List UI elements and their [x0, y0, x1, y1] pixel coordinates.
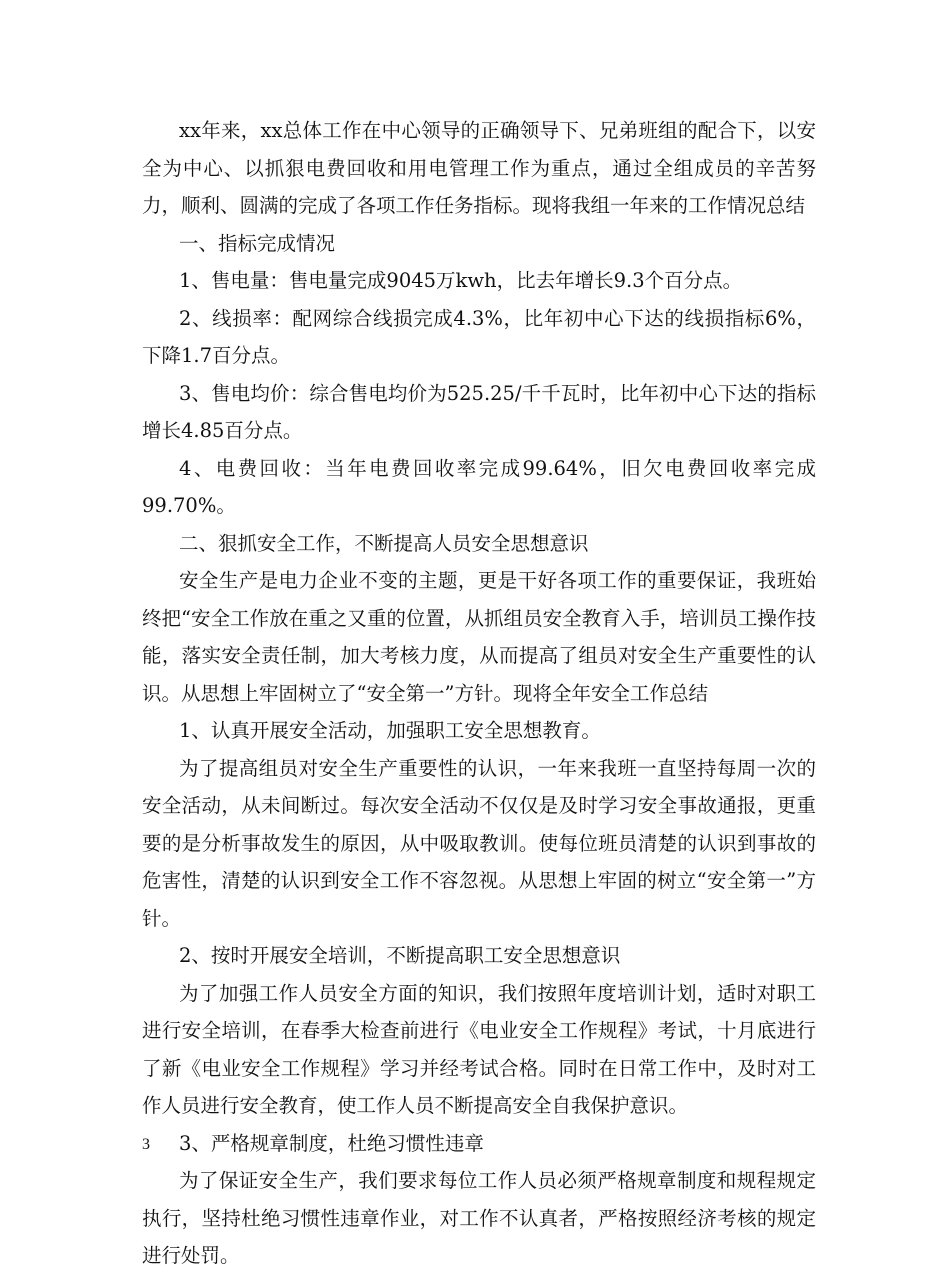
subheading-strict-rules: 3、严格规章制度，杜绝习惯性违章: [179, 1131, 484, 1155]
subheading-safety-activities: 1、认真开展安全活动，加强职工安全思想教育。: [179, 719, 601, 742]
indicator-line-loss: 2、线损率：配网综合线损完成4.3%，比年初中心下达的线损指标6%，下降1.7百分点。: [142, 306, 816, 367]
indicator-average-price: 3、售电均价：综合售电均价为525.25/千千瓦时，比年初中心下达的指标增长4.85百分点。: [142, 381, 816, 442]
subheading-safety-training: 2、按时开展安全培训，不断提高职工安全思想意识: [179, 944, 621, 967]
intro-paragraph: xx年来，xx总体工作在中心领导的正确领导下、兄弟班组的配合下，以安全为中心、以抓狠电费回收和用电管理工作为重点，通过全组成员的辛苦努力，顺利、圆满的完成了各项工作任务指标。现将我组一年来的工作情况总结: [142, 119, 816, 217]
strict-rules-paragraph: 为了保证安全生产，我们要求每位工作人员必须严格规章制度和规程规定执行，坚持杜绝习惯性违章作业，对工作不认真者，严格按照经济考核的规定进行处罚。: [142, 1169, 816, 1267]
safety-activities-paragraph: 为了提高组员对安全生产重要性的认识，一年来我班一直坚持每周一次的安全活动，从未间断过。每次安全活动不仅仅是及时学习安全事故通报，更重要的是分析事故发生的原因，从中吸取教训。使每位班员清楚的认识到事故的危害性，清楚的认识到安全工作不容忽视。从思想上牢固的树立“安全第一”方针。: [142, 756, 816, 930]
section-heading-indicators: 一、指标完成情况: [179, 231, 336, 255]
document-body: [142, 112, 816, 1275]
safety-training-paragraph: 为了加强工作人员安全方面的知识，我们按照年度培训计划，适时对职工进行安全培训，在春季大检查前进行《电业安全工作规程》考试，十月底进行了新《电业安全工作规程》学习并经考试合格。同时在日常工作中，及时对工作人员进行安全教育，使工作人员不断提高安全自我保护意识。: [142, 981, 816, 1117]
safety-overview-paragraph: 安全生产是电力企业不变的主题，更是干好各项工作的重要保证，我班始终把“安全工作放在重之又重的位置，从抓组员安全教育入手，培训员工操作技能，落实安全责任制，加大考核力度，从而提高了组员对安全生产重要性的认识。从思想上牢固树立了“安全第一”方针。现将全年安全工作总结: [142, 569, 816, 705]
indicator-fee-recovery: 4、电费回收：当年电费回收率完成99.64%，旧欠电费回收率完成99.70%。: [142, 456, 816, 517]
section-heading-safety: 二、狠抓安全工作，不断提高人员安全思想意识: [179, 531, 589, 555]
page-number: 3: [142, 1136, 150, 1153]
indicator-electricity-sales: 1、售电量：售电量完成9045万kwh，比去年增长9.3个百分点。: [179, 269, 743, 292]
